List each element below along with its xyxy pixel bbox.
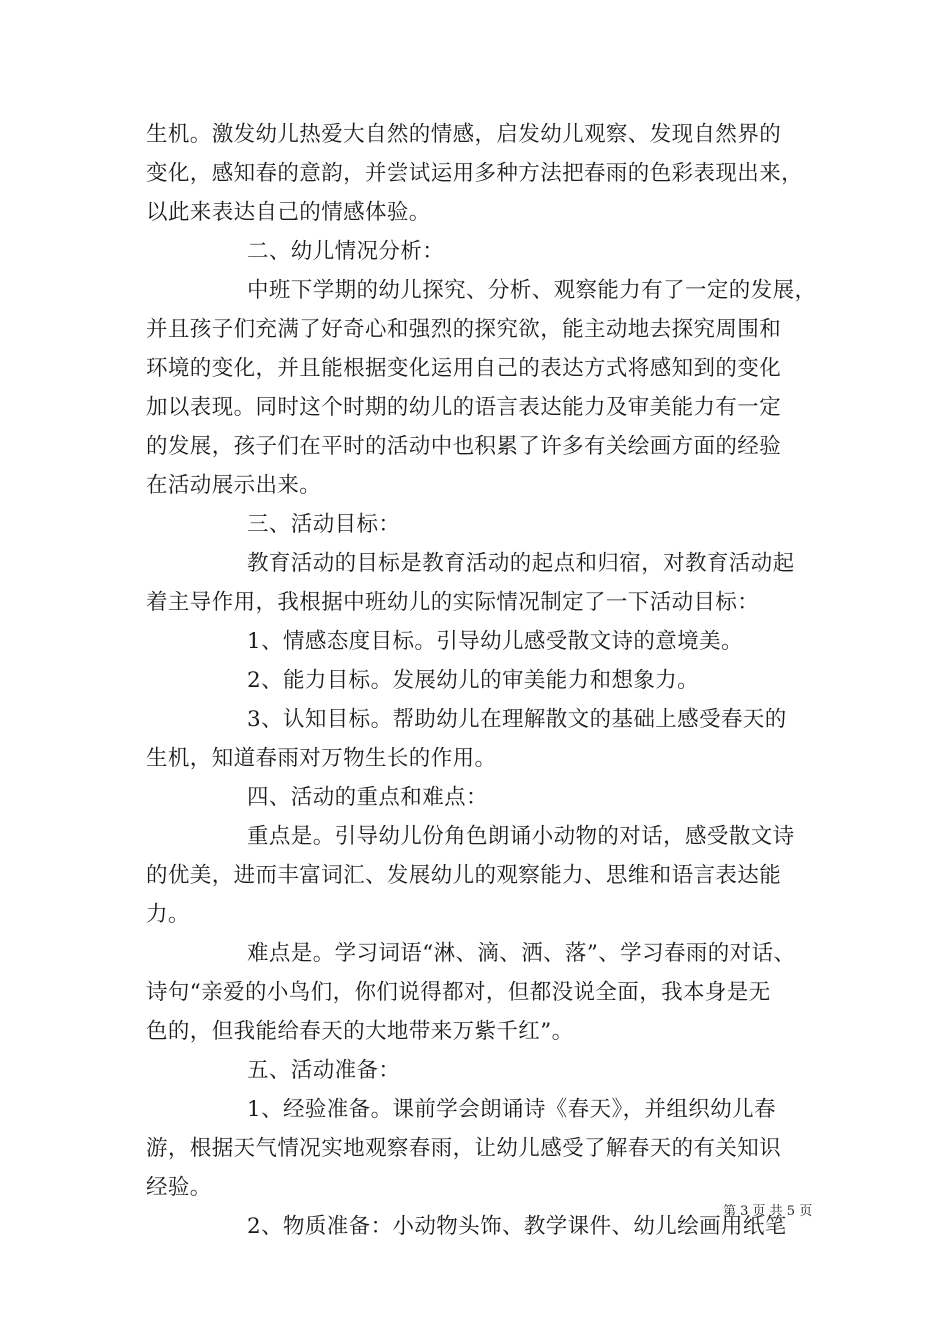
text-line: 并且孩子们充满了好奇心和强烈的探究欲，能主动地去探究周围和 (146, 317, 782, 342)
text-line: 游，根据天气情况实地观察春雨，让幼儿感受了解春天的有关知识 (146, 1136, 782, 1161)
text-line: 着主导作用，我根据中班幼儿的实际情况制定了一下活动目标： (146, 590, 760, 615)
text-line: 难点是。学习词语“淋、滴、洒、落”、学习春雨的对话、 (247, 941, 796, 966)
text-line: 教育活动的目标是教育活动的起点和归宿，对教育活动起 (247, 551, 795, 576)
section-heading: 五、活动准备： (247, 1058, 401, 1083)
text-line: 加以表现。同时这个时期的幼儿的语言表达能力及审美能力有一定 (146, 395, 782, 420)
text-line: 力。 (146, 902, 190, 927)
section-heading: 三、活动目标： (247, 512, 401, 537)
list-item: 1、情感态度目标。引导幼儿感受散文诗的意境美。 (247, 629, 743, 654)
text-line: 中班下学期的幼儿探究、分析、观察能力有了一定的发展， (247, 278, 817, 303)
text-line: 环境的变化，并且能根据变化运用自己的表达方式将感知到的变化 (146, 356, 782, 381)
text-line: 重点是。引导幼儿份角色朗诵小动物的对话，感受散文诗 (247, 824, 795, 849)
text-line: 生机。激发幼儿热爱大自然的情感，启发幼儿观察、发现自然界的 (146, 122, 782, 147)
list-item: 3、认知目标。帮助幼儿在理解散文的基础上感受春天的 (247, 707, 787, 732)
text-line: 的发展，孩子们在平时的活动中也积累了许多有关绘画方面的经验 (146, 434, 782, 459)
list-item: 2、物质准备：小动物头饰、教学课件、幼儿绘画用纸笔 (247, 1214, 787, 1239)
text-line: 以此来表达自己的情感体验。 (146, 200, 431, 225)
section-heading: 二、幼儿情况分析： (247, 239, 445, 264)
list-item: 1、经验准备。课前学会朗诵诗《春天》，并组织幼儿春 (247, 1097, 776, 1122)
text-line: 色的，但我能给春天的大地带来万紫千红”。 (146, 1019, 574, 1044)
section-heading: 四、活动的重点和难点： (247, 785, 488, 810)
page-number: 第 3 页 共 5 页 (723, 1204, 813, 1219)
text-line: 经验。 (146, 1175, 212, 1200)
text-line: 变化，感知春的意韵，并尝试运用多种方法把春雨的色彩表现出来， (146, 161, 804, 186)
list-item: 2、能力目标。发展幼儿的审美能力和想象力。 (247, 668, 700, 693)
text-line: 的优美，进而丰富词汇、发展幼儿的观察能力、思维和语言表达能 (146, 863, 782, 888)
text-line: 诗句“亲爱的小鸟们，你们说得都对，但都没说全面，我本身是无 (146, 980, 771, 1005)
text-line: 生机，知道春雨对万物生长的作用。 (146, 746, 497, 771)
text-line: 在活动展示出来。 (146, 473, 322, 498)
